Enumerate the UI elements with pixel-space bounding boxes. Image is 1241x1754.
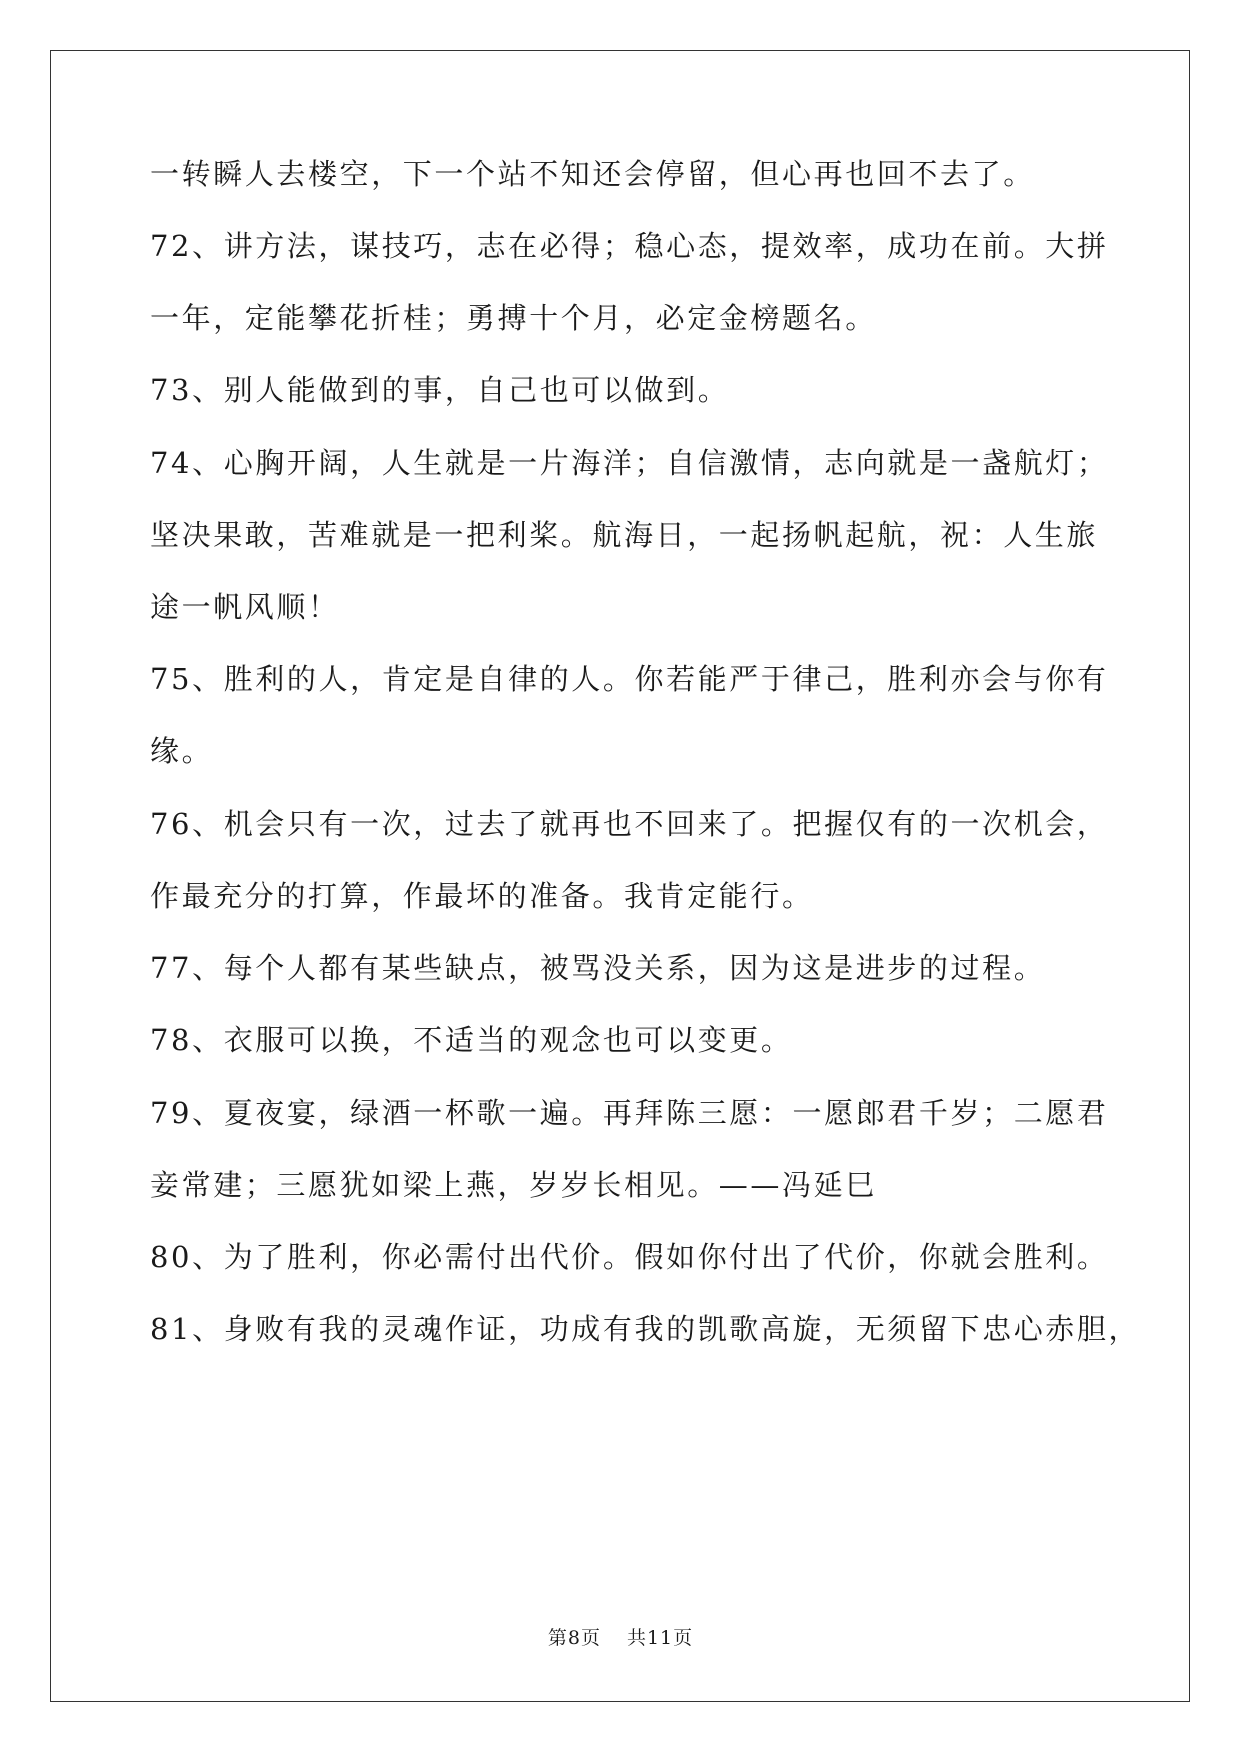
text-line: 75、胜利的人，肯定是自律的人。你若能严于律己，胜利亦会与你有	[150, 662, 1109, 696]
text-line: 73、别人能做到的事，自己也可以做到。	[150, 373, 730, 407]
text-line: 一转瞬人去楼空，下一个站不知还会停留，但心再也回不去了。	[150, 157, 1035, 191]
page-footer	[0, 1625, 1241, 1651]
text-line: 79、夏夜宴，绿酒一杯歌一遍。再拜陈三愿：一愿郎君千岁；二愿君	[150, 1096, 1109, 1130]
text-line: 76、机会只有一次，过去了就再也不回来了。把握仅有的一次机会，	[150, 807, 1109, 841]
text-line: 妾常建；三愿犹如梁上燕，岁岁长相见。——冯延巳	[150, 1168, 877, 1202]
text-line: 途一帆风顺！	[150, 590, 340, 624]
text-line: 77、每个人都有某些缺点，被骂没关系，因为这是进步的过程。	[150, 951, 1046, 985]
text-line: 坚决果敢，苦难就是一把利桨。航海日，一起扬帆起航，祝：人生旅	[150, 518, 1099, 552]
text-line: 缘。	[150, 734, 214, 768]
text-line: 一年，定能攀花折桂；勇搏十个月，必定金榜题名。	[150, 301, 877, 335]
text-line: 74、心胸开阔，人生就是一片海洋；自信激情，志向就是一盏航灯；	[150, 446, 1109, 480]
text-line: 80、为了胜利，你必需付出代价。假如你付出了代价，你就会胜利。	[150, 1240, 1109, 1274]
text-line: 78、衣服可以换，不适当的观念也可以变更。	[150, 1023, 793, 1057]
text-line: 81、身败有我的灵魂作证，功成有我的凯歌高旋，无须留下忠心赤胆，	[150, 1312, 1141, 1346]
text-line: 作最充分的打算，作最坏的准备。我肯定能行。	[150, 879, 814, 913]
text-line: 72、讲方法，谋技巧，志在必得；稳心态，提效率，成功在前。大拼	[150, 229, 1109, 263]
page-number: 第8页	[547, 1627, 601, 1649]
total-pages: 共11页	[626, 1627, 694, 1649]
